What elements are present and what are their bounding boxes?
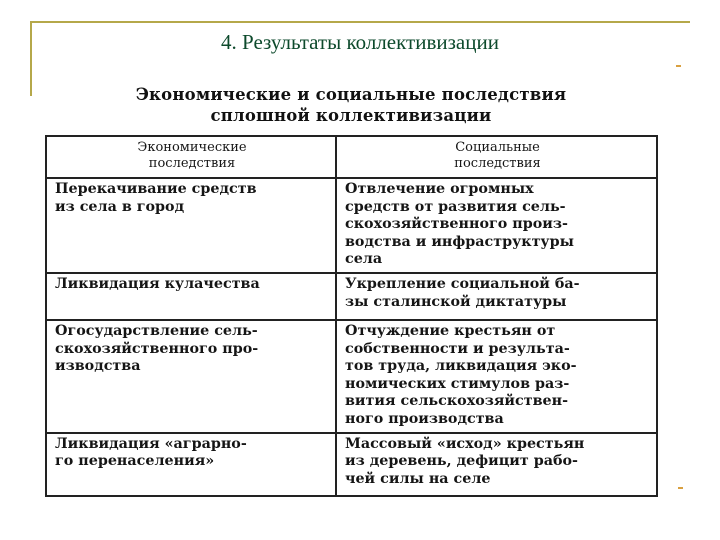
economic-cell: Перекачивание средств из села в город: [46, 178, 336, 273]
table-row: [46, 320, 657, 433]
economic-cell: Огосударствление сель- скохозяйственного про- изводства: [46, 320, 336, 433]
social-cell: Отчуждение крестьян от собственности и результа- тов труда, ликвидация эко- номических стимулов раз- вития сельскохозяйствен- ного производства: [336, 320, 657, 433]
economic-cell: Ликвидация «аграрно- го перенаселения»: [46, 433, 336, 496]
table-row: [46, 178, 657, 273]
column-header-social: Социальные последствия: [336, 136, 657, 178]
decorative-mark: [676, 65, 681, 67]
social-cell: Укрепление социальной ба- зы сталинской диктатуры: [336, 273, 657, 320]
social-cell: Массовый «исход» крестьян из деревень, дефицит рабо- чей силы на селе: [336, 433, 657, 496]
social-cell: Отвлечение огромных средств от развития сель- скохозяйственного произ- водства и инфраструктуры села: [336, 178, 657, 273]
consequences-table: [45, 135, 658, 497]
table-row: [46, 433, 657, 496]
table-row: [46, 273, 657, 320]
figure-heading: Экономические и социальные последствия сплошной коллективизации: [135, 85, 567, 125]
slide-frame-top-line: [30, 21, 690, 23]
economic-cell: Ликвидация кулачества: [46, 273, 336, 320]
slide-title: 4. Результаты коллективизации: [221, 30, 499, 54]
decorative-mark: [678, 487, 683, 489]
table-header-row: [46, 136, 657, 178]
column-header-economic: Экономические последствия: [46, 136, 336, 178]
